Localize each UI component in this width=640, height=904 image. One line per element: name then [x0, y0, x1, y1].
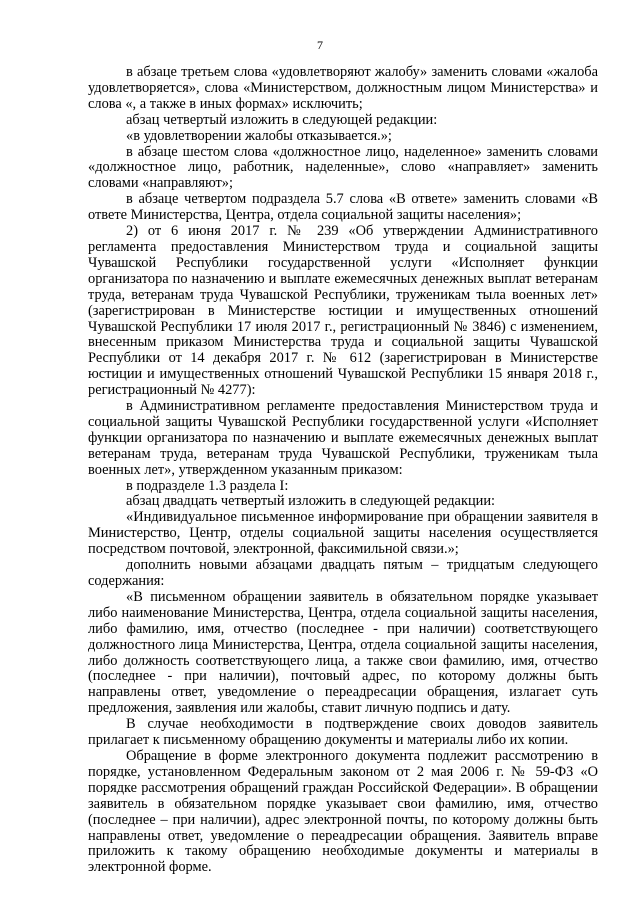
- paragraph: в абзаце шестом слова «должностное лицо, наделенное» заменить словами «должностное лицо, работник, наделенные», слово «направляет» заменить словами «направляют»;: [88, 143, 598, 192]
- paragraph: «в удовлетворении жалобы отказывается.»;: [126, 127, 392, 144]
- paragraph: абзац четвертый изложить в следующей редакции:: [126, 111, 438, 128]
- paragraph: в Административном регламенте предоставления Министерством труда и социальной защиты Чувашской Республики государственной услуги «Исполняет функции организатора по назначению и выплате ежемесячных денежных выплат ветеранам труда, ветеранам труда Чувашской Республики, труженикам тыла военных лет», утвержденном указанным приказом:: [88, 398, 598, 478]
- paragraph: дополнить новыми абзацами двадцать пятым – тридцатым следующего содержания:: [88, 557, 598, 589]
- document-body: [88, 65, 598, 876]
- paragraph: Обращение в форме электронного документа подлежит рассмотрению в порядке, установленном Федеральным законом от 2 мая 2006 г. № 59-ФЗ «О порядке рассмотрения обращений граждан Российской Федерации». В обращении заявитель в обязательном порядке указывает свои фамилию, имя, отчество (последнее – при наличии), адрес электронной почты, по которому должны быть направлены ответ, уведомление о переадресации обращения. Заявитель вправе приложить к такому обращению необходимые документы и материалы в электронной форме.: [88, 747, 598, 876]
- paragraph: «Индивидуальное письменное информирование при обращении заявителя в Министерство, Центр, отделы социальной защиты населения осуществляется посредством почтовой, электронной, факсимильной связи.»;: [88, 509, 598, 558]
- paragraph: в абзаце третьем слова «удовлетворяют жалобу» заменить словами «жалоба удовлетворяется», слова «Министерством, должностным лицом Министерства» и слова «, а также в иных формах» исключить;: [88, 64, 598, 112]
- paragraph: абзац двадцать четвертый изложить в следующей редакции:: [126, 493, 496, 510]
- paragraph: 2) от 6 июня 2017 г. № 239 «Об утверждении Административного регламента предоставления Министерством труда и социальной защиты Чувашской Республики государственной услуги «Исполняет функции организатора по назначению и выплате ежемесячных денежных выплат ветеранам труда, ветеранам труда Чувашской Республики, труженикам тыла военных лет» (зарегистрирован в Министерстве юстиции и имущественных отношений Чувашской Республики 17 июля 2017 г., регистрационный № 3846) с изменением, внесенным приказом Министерства труда и социальной защиты Чувашской Республики от 14 декабря 2017 г. № 612 (зарегистрирован в Министерстве юстиции и имущественных отношений Чувашской Республики 15 января 2018 г., регистрационный № 4277):: [88, 223, 598, 399]
- page-number: 7: [317, 38, 323, 52]
- paragraph: в подразделе 1.3 раздела I:: [126, 477, 289, 494]
- paragraph: В случае необходимости в подтверждение своих доводов заявитель прилагает к письменному обращению документы и материалы либо их копии.: [88, 716, 598, 749]
- paragraph: «В письменном обращении заявитель в обязательном порядке указывает либо наименование Министерства, Центра, отдела социальной защиты населения, либо фамилию, имя, отчество (последнее - при наличии) соответствующего должностного лица Министерства, Центра, отдела социальной защиты населения, либо должность соответствующего лица, а также свои фамилию, имя, отчество (последнее - при наличии), почтовый адрес, по которому должны быть направлены ответ, уведомление о переадресации обращения, излагает суть предложения, заявления или жалобы, ставит личную подпись и дату.: [88, 588, 598, 717]
- paragraph: в абзаце четвертом подраздела 5.7 слова «В ответе» заменить словами «В ответе Министерства, Центра, отдела социальной защиты населения»;: [88, 191, 598, 224]
